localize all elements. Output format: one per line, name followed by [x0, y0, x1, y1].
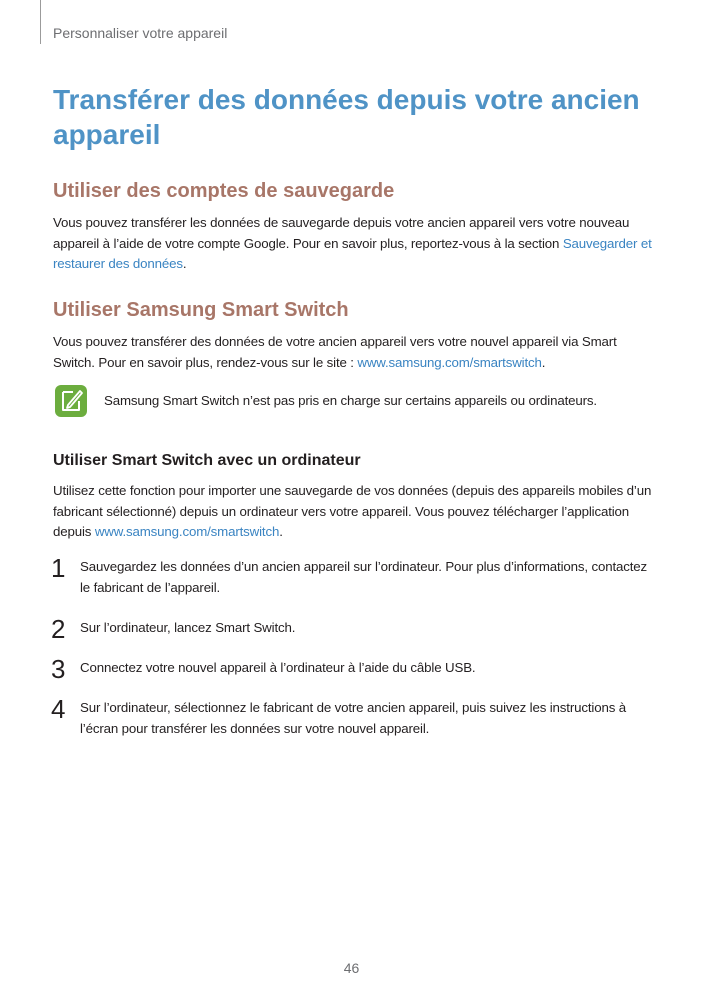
step-number: 2 — [51, 614, 66, 644]
running-header: Personnaliser votre appareil — [53, 25, 228, 41]
step-text: Sur l’ordinateur, lancez Smart Switch. — [80, 620, 296, 635]
step-text: Connectez votre nouvel appareil à l’ordinateur à l’aide du câble USB. — [80, 660, 476, 675]
section-title-computer: Utiliser Smart Switch avec un ordinateur — [53, 452, 361, 469]
backup-paragraph: Vous pouvez transférer les données de sauvegarde depuis votre ancien appareil vers votre nouveau appareil à l’aide de votre compte Google. Pour en savoir plus, reportez-vous à la section Sauvegarder et restaurer des données. — [53, 215, 652, 271]
computer-paragraph: Utilisez cette fonction pour importer une sauvegarde de vos données (depuis des appareils mobiles d’un fabricant sélectionné) depuis un ordinateur vers votre appareil. Vous pouvez télécharger l’application depuis www.samsung.com/smartswitch. — [53, 483, 652, 539]
header-divider — [40, 0, 41, 44]
step-number: 1 — [51, 553, 66, 583]
section-title-smart-switch: Utiliser Samsung Smart Switch — [53, 299, 349, 321]
smart-switch-link[interactable]: www.samsung.com/smartswitch — [357, 354, 542, 370]
step-number: 4 — [51, 694, 66, 724]
smart-switch-paragraph: Vous pouvez transférer des données de votre ancien appareil vers votre nouvel appareil via Smart Switch. Pour en savoir plus, rendez-vous sur le site : www.samsung.com/smartswitch. — [53, 334, 617, 370]
section-title-backup: Utiliser des comptes de sauvegarde — [53, 180, 395, 202]
page-title: Transférer des données depuis votre ancien appareil — [53, 84, 640, 150]
step-number: 3 — [51, 654, 66, 684]
page-number: 46 — [343, 960, 360, 976]
backup-restore-link[interactable]: Sauvegarder et restaurer des données — [53, 235, 652, 271]
note-pencil-icon — [54, 384, 88, 418]
smart-switch-download-link[interactable]: www.samsung.com/smartswitch — [94, 524, 280, 539]
step-text: Sur l’ordinateur, sélectionnez le fabricant de votre ancien appareil, puis suivez les instructions à l’écran pour transférer les données sur votre nouvel appareil. — [80, 700, 626, 736]
note-text: Samsung Smart Switch n’est pas pris en charge sur certains appareils ou ordinateurs. — [104, 393, 597, 408]
step-text: Sauvegardez les données d’un ancien appareil sur l’ordinateur. Pour plus d’informations, contactez le fabricant de l’appareil. — [80, 559, 648, 595]
